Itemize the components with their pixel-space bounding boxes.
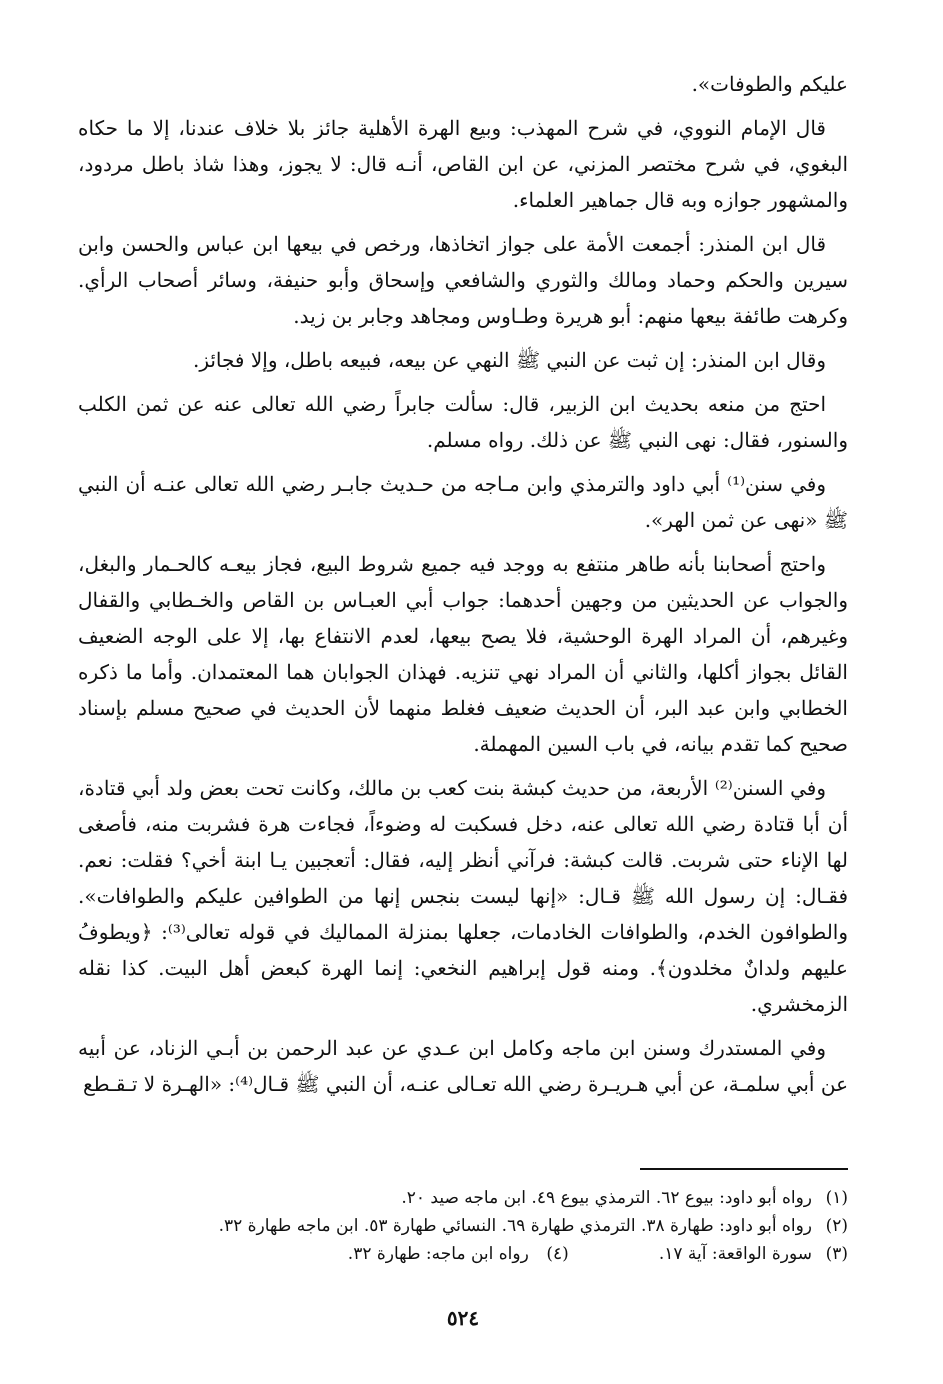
paragraph-continuation: عليكم والطوفات». bbox=[691, 72, 848, 96]
footnote-text: رواه أبو داود: بيوع ٦٢. الترمذي بيوع ٤٩. ابن ماجه صيد ٢٠. bbox=[401, 1188, 812, 1208]
paragraph-mustadrak: وفي المستدرك وسنن ابن ماجه وكامل ابن عـدي عن عبد الرحمن بن أبـي الزناد، عن أبيه عن أبي سلمـة، عن أبي هـريـرة رضي الله تعـالى عنـه، أن النبي ﷺ قـال⁽⁴⁾: «الهـرة لا تـقـطع bbox=[78, 1036, 848, 1096]
paragraph-ibn-mundhir-consensus: قال ابن المنذر: أجمعت الأمة على جواز اتخاذها، ورخص في بيعها ابن عباس والحسن وابن سيرين والحكم وحماد ومالك والثوري والشافعي وإسحاق وأبو حنيفة، وسائر أصحاب الرأي. وكرهت طائفة بيعها منهم: أبو هريرة وطـاوس ومجاهد وجابر بن زيد. bbox=[78, 232, 848, 328]
footnote-2 bbox=[78, 1212, 848, 1240]
footnote-number: (٣) bbox=[825, 1244, 848, 1264]
footnote-text: رواه أبو داود: طهارة ٣٨. الترمذي طهارة ٦٩. النسائي طهارة ٥٣. ابن ماجه طهارة ٣٢. bbox=[218, 1216, 812, 1236]
footnote-text: سورة الواقعة: آية ١٧. bbox=[658, 1244, 812, 1264]
footnote-number: (٢) bbox=[825, 1216, 848, 1236]
book-page bbox=[78, 66, 848, 1366]
footnotes bbox=[78, 1184, 848, 1268]
page-number: ٥٢٤ bbox=[446, 1306, 480, 1330]
footnote-3-and-4 bbox=[78, 1240, 848, 1268]
paragraph-companions-argument: واحتج أصحابنا بأنه طاهر منتفع به ووجد فيه جميع شروط البيع، فجاز بيعـه كالحـمار والبغل، والجواب عن الحديثين من وجهين أحدهما: جواب أبي العبـاس بن القاص والخـطابي والقفال وغيرهم، أن المراد الهرة الوحشية، فلا يصح بيعها، لعدم الانتفاع بها، إلا على الوجه الضعيف القائل بجواز أكلها، والثاني أن المراد نهي تنزيه. فهذان الجوابان هما المعتمدان. وأما ما ذكره الخطابي وابن عبد البر، أن الحديث ضعيف فغلط منهما لأن الحديث في صحيح مسلم بإسناد صحيح كما تقدم بيانه، في باب السين المهملة. bbox=[78, 552, 848, 756]
footnote-number: (٤) bbox=[546, 1244, 569, 1264]
paragraph-ibn-mundhir-ruling: وقال ابن المنذر: إن ثبت عن النبي ﷺ النهي عن بيعه، فبيعه باطل، وإلا فجائز. bbox=[192, 348, 826, 372]
paragraph-sunan-jabir: وفي سنن⁽¹⁾ أبي داود والترمذي وابن مـاجه من حـديث جابـر رضي الله تعالى عنـه أن النبي ﷺ «نهى عن ثمن الهر». bbox=[78, 472, 848, 532]
footnote-number: (١) bbox=[825, 1188, 848, 1208]
footnote-1 bbox=[78, 1184, 848, 1212]
footnote-text: رواه ابن ماجه: طهارة ٣٢. bbox=[347, 1244, 529, 1264]
paragraph-kabsha-hadith: وفي السنن⁽²⁾ الأربعة، من حديث كبشة بنت كعب بن مالك، وكانت تحت بعض ولد أبي قتادة، أن أبا قتادة رضي الله تعالى عنه، دخل فسكبت له وضوءاً، فجاءت هرة فشربت منه، فأصغى لها الإناء حتى شربت. قالت كبشة: فرآني أنظر إليه، فقال: أتعجبين يـا ابنة أخي؟ فقلت: نعم. فقـال: إن رسول الله ﷺ قـال: «إنها ليست بنجس إنها من الطوافين عليكم والطوافات». والطوافون الخدم، والطوافات الخادمات، جعلها بمنزلة المماليك في قوله تعالى⁽³⁾: ﴿ويطوفُ عليهم ولدانٌ مخلدون﴾. ومنه قول إبراهيم النخعي: إنما الهرة كبعض أهل البيت. كذا نقله الزمخشري. bbox=[78, 776, 849, 1016]
paragraph-ibn-zubayr-hadith: احتج من منعه بحديث ابن الزبير، قال: سألت جابراً رضي الله تعالى عنه عن ثمن الكلب والسنور، فقال: نهى النبي ﷺ عن ذلك. رواه مسلم. bbox=[78, 392, 848, 452]
paragraph-nawawi: قال الإمام النووي، في شرح المهذب: وبيع الهرة الأهلية جائز بلا خلاف عندنا، إلا ما حكاه البغوي، في شرح مختصر المزني، عن ابن القاص، أنـه قال: لا يجوز، وهذا شاذ باطل مردود، والمشهور جوازه وبه قال جماهير العلماء. bbox=[78, 116, 848, 212]
footnote-separator bbox=[640, 1168, 848, 1170]
